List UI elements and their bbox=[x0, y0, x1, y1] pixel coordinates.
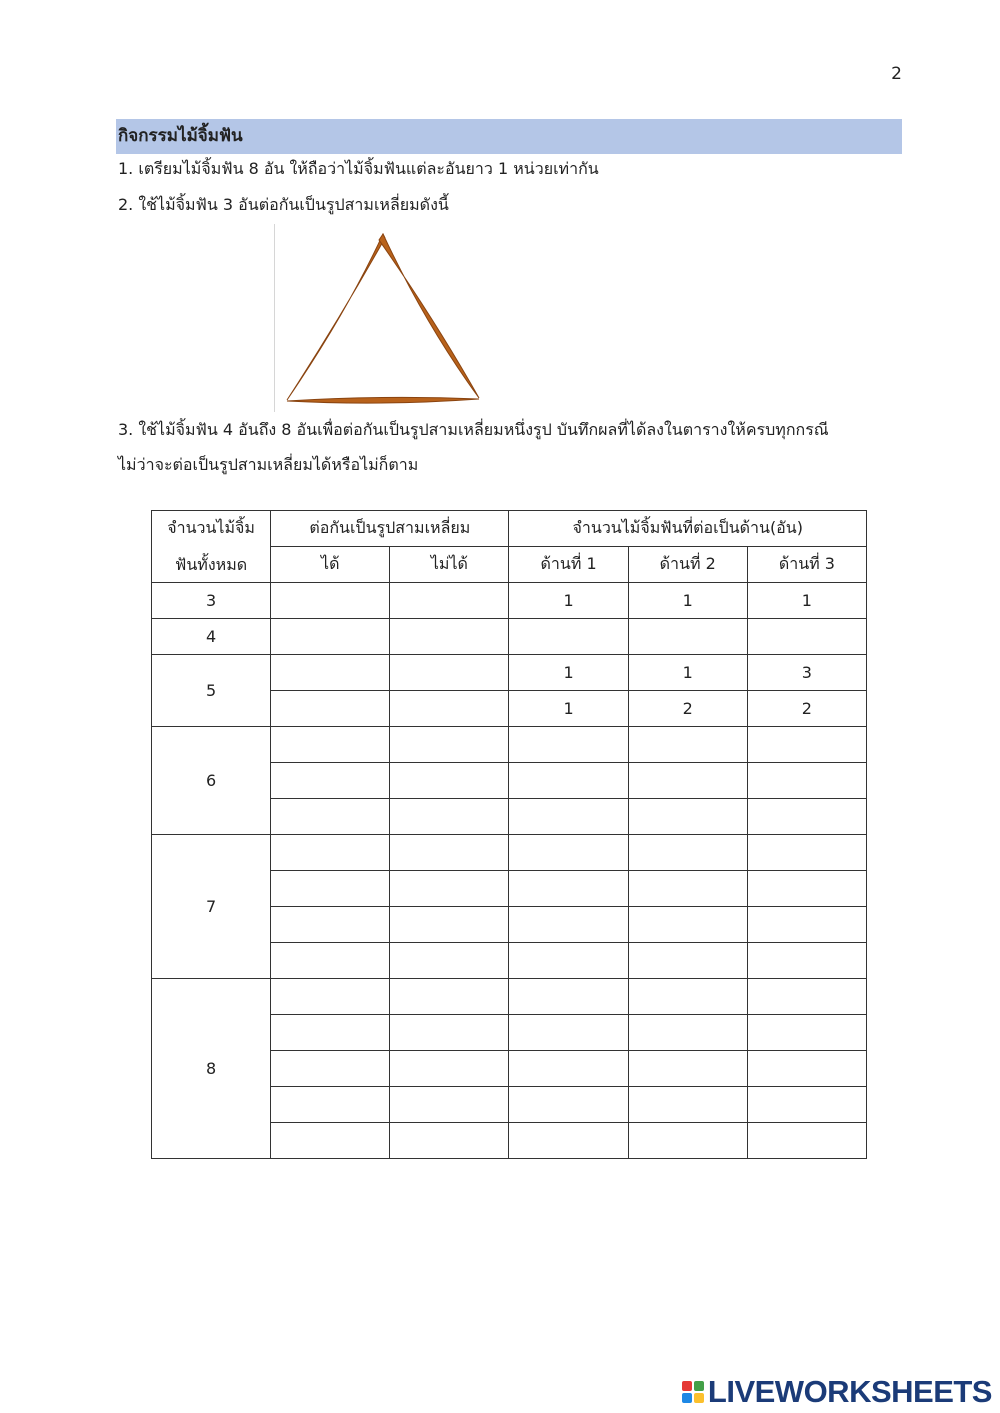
header-side-2: ด้านที่ 2 bbox=[628, 547, 747, 583]
cell-can[interactable] bbox=[271, 1087, 390, 1123]
instruction-step-3: 3. ใช้ไม้จิ้มฟัน 4 อันถึง 8 อันเพื่อต่อกันเป็นรูปสามเหลี่ยมหนึ่งรูป บันทึกผลที่ได้ลงในตารางให้ครบทุกกรณี bbox=[118, 420, 829, 439]
cell-side-1[interactable]: 1 bbox=[509, 583, 628, 619]
cell-side-1[interactable] bbox=[509, 871, 628, 907]
cell-cannot[interactable] bbox=[390, 1051, 509, 1087]
cell-can[interactable] bbox=[271, 979, 390, 1015]
cell-total-toothpicks: 6 bbox=[152, 727, 271, 835]
header-total-line-1: จำนวนไม้จิ้ม bbox=[167, 517, 255, 537]
header-can: ได้ bbox=[271, 547, 390, 583]
cell-cannot[interactable] bbox=[390, 619, 509, 655]
header-total-toothpicks bbox=[152, 511, 271, 583]
cell-side-2[interactable] bbox=[628, 1087, 747, 1123]
cell-can[interactable] bbox=[271, 727, 390, 763]
table-row bbox=[152, 979, 867, 1015]
toothpick-right-side bbox=[379, 234, 479, 398]
cell-can[interactable] bbox=[271, 1123, 390, 1159]
cell-side-2[interactable] bbox=[628, 1051, 747, 1087]
liveworksheets-logo bbox=[682, 1376, 992, 1408]
cell-side-3[interactable] bbox=[747, 835, 866, 871]
cell-cannot[interactable] bbox=[390, 943, 509, 979]
cell-side-3[interactable] bbox=[747, 727, 866, 763]
header-forms-triangle: ต่อกันเป็นรูปสามเหลี่ยม bbox=[271, 511, 509, 547]
cell-can[interactable] bbox=[271, 835, 390, 871]
cell-side-1[interactable] bbox=[509, 1087, 628, 1123]
cell-can[interactable] bbox=[271, 799, 390, 835]
cell-cannot[interactable] bbox=[390, 727, 509, 763]
cell-side-2[interactable] bbox=[628, 763, 747, 799]
toothpick-left-side bbox=[287, 234, 385, 400]
cell-side-1[interactable] bbox=[509, 907, 628, 943]
cell-side-1[interactable] bbox=[509, 1015, 628, 1051]
cell-total-toothpicks: 3 bbox=[152, 583, 271, 619]
cell-side-3[interactable] bbox=[747, 907, 866, 943]
cell-side-3[interactable] bbox=[747, 1051, 866, 1087]
table-row bbox=[152, 835, 867, 871]
cell-can[interactable] bbox=[271, 907, 390, 943]
cell-side-1[interactable] bbox=[509, 619, 628, 655]
cell-side-2[interactable] bbox=[628, 907, 747, 943]
cell-side-1[interactable] bbox=[509, 1051, 628, 1087]
cell-side-2[interactable] bbox=[628, 943, 747, 979]
cell-can[interactable] bbox=[271, 1015, 390, 1051]
cell-side-1[interactable] bbox=[509, 763, 628, 799]
header-side-3: ด้านที่ 3 bbox=[747, 547, 866, 583]
cell-side-3[interactable] bbox=[747, 799, 866, 835]
cell-side-1[interactable] bbox=[509, 835, 628, 871]
cell-side-3[interactable]: 3 bbox=[747, 655, 866, 691]
logo-text: LIVEWORKSHEETS bbox=[707, 1374, 992, 1409]
table-row bbox=[152, 583, 867, 619]
cell-side-2[interactable] bbox=[628, 835, 747, 871]
cell-side-3[interactable] bbox=[747, 979, 866, 1015]
toothpick-bottom-side bbox=[287, 397, 479, 403]
cell-side-2[interactable]: 1 bbox=[628, 655, 747, 691]
cell-total-toothpicks: 4 bbox=[152, 619, 271, 655]
cell-cannot[interactable] bbox=[390, 799, 509, 835]
cell-cannot[interactable] bbox=[390, 907, 509, 943]
logo-grid-icon bbox=[682, 1381, 704, 1403]
cell-side-1[interactable] bbox=[509, 943, 628, 979]
cell-can[interactable] bbox=[271, 1051, 390, 1087]
toothpick-results-table bbox=[151, 510, 867, 1159]
header-total-line-2: ฟันทั้งหมด bbox=[175, 554, 248, 574]
cell-cannot[interactable] bbox=[390, 1015, 509, 1051]
cell-side-1[interactable] bbox=[509, 727, 628, 763]
cell-side-2[interactable] bbox=[628, 1015, 747, 1051]
instruction-step-3-continued: ไม่ว่าจะต่อเป็นรูปสามเหลี่ยมได้หรือไม่ก็ตาม bbox=[118, 455, 419, 474]
table-row bbox=[152, 655, 867, 691]
cell-side-1[interactable]: 1 bbox=[509, 691, 628, 727]
cell-side-3[interactable]: 2 bbox=[747, 691, 866, 727]
cell-side-3[interactable]: 1 bbox=[747, 583, 866, 619]
cell-side-2[interactable] bbox=[628, 799, 747, 835]
cell-total-toothpicks: 7 bbox=[152, 835, 271, 979]
cell-cannot[interactable] bbox=[390, 763, 509, 799]
cell-cannot[interactable] bbox=[390, 1087, 509, 1123]
cell-side-3[interactable] bbox=[747, 1015, 866, 1051]
cell-side-2[interactable]: 1 bbox=[628, 583, 747, 619]
cell-can[interactable] bbox=[271, 583, 390, 619]
cell-side-1[interactable] bbox=[509, 1123, 628, 1159]
cell-cannot[interactable] bbox=[390, 655, 509, 691]
cell-cannot[interactable] bbox=[390, 583, 509, 619]
cell-side-1[interactable] bbox=[509, 799, 628, 835]
header-cannot: ไม่ได้ bbox=[390, 547, 509, 583]
cell-cannot[interactable] bbox=[390, 835, 509, 871]
cell-cannot[interactable] bbox=[390, 979, 509, 1015]
cell-side-2[interactable] bbox=[628, 1123, 747, 1159]
table-row bbox=[152, 619, 867, 655]
cell-can[interactable] bbox=[271, 655, 390, 691]
table-row bbox=[152, 727, 867, 763]
cell-side-3[interactable] bbox=[747, 763, 866, 799]
cell-side-2[interactable] bbox=[628, 619, 747, 655]
cell-side-2[interactable] bbox=[628, 871, 747, 907]
cell-side-2[interactable] bbox=[628, 727, 747, 763]
cell-side-1[interactable] bbox=[509, 979, 628, 1015]
cell-cannot[interactable] bbox=[390, 691, 509, 727]
header-side-1: ด้านที่ 1 bbox=[509, 547, 628, 583]
cell-total-toothpicks: 5 bbox=[152, 655, 271, 727]
cell-side-2[interactable] bbox=[628, 979, 747, 1015]
cell-can[interactable] bbox=[271, 871, 390, 907]
cell-can[interactable] bbox=[271, 619, 390, 655]
cell-side-3[interactable] bbox=[747, 1087, 866, 1123]
toothpick-triangle-figure bbox=[274, 224, 487, 412]
cell-can[interactable] bbox=[271, 763, 390, 799]
cell-can[interactable] bbox=[271, 691, 390, 727]
cell-cannot[interactable] bbox=[390, 871, 509, 907]
instruction-step-2: 2. ใช้ไม้จิ้มฟัน 3 อันต่อกันเป็นรูปสามเหลี่ยมดังนี้ bbox=[118, 195, 449, 214]
cell-side-3[interactable] bbox=[747, 871, 866, 907]
cell-cannot[interactable] bbox=[390, 1123, 509, 1159]
cell-side-1[interactable]: 1 bbox=[509, 655, 628, 691]
cell-can[interactable] bbox=[271, 943, 390, 979]
cell-side-3[interactable] bbox=[747, 1123, 866, 1159]
cell-side-2[interactable]: 2 bbox=[628, 691, 747, 727]
cell-side-3[interactable] bbox=[747, 619, 866, 655]
cell-side-3[interactable] bbox=[747, 943, 866, 979]
header-sides-group: จำนวนไม้จิ้มฟันที่ต่อเป็นด้าน(อัน) bbox=[509, 511, 867, 547]
page-number: 2 bbox=[891, 64, 902, 84]
instruction-step-1: 1. เตรียมไม้จิ้มฟัน 8 อัน ให้ถือว่าไม้จิ้มฟันแต่ละอันยาว 1 หน่วยเท่ากัน bbox=[118, 159, 599, 178]
cell-total-toothpicks: 8 bbox=[152, 979, 271, 1159]
activity-title: กิจกรรมไม้จิ้มฟัน bbox=[116, 119, 902, 154]
